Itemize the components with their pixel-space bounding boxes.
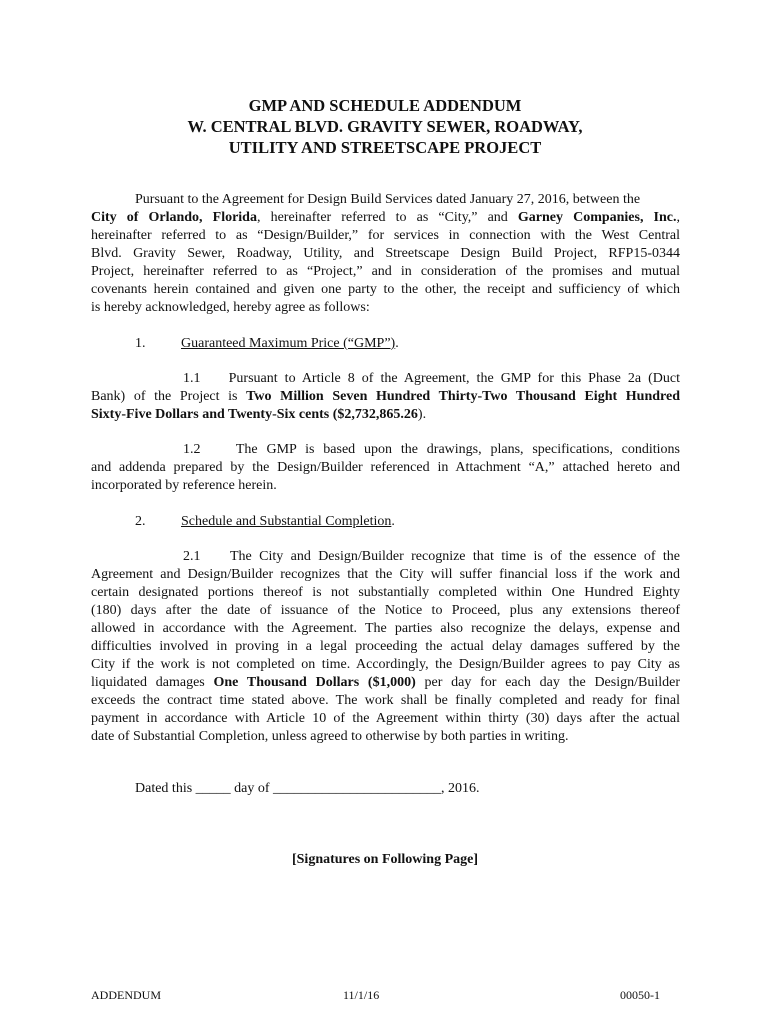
p1-2-line-1: 1.2 The GMP is based upon the drawings, plans, specifications, conditions — [183, 442, 680, 457]
p1-2-line-3: incorporated by reference herein. — [91, 478, 277, 493]
intro-line-3: hereinafter referred to as “Design/Builder,” for services in connection with the West Central — [91, 228, 680, 243]
section-2-number: 2. — [135, 514, 146, 529]
p2-1-line-10: payment in accordance with Article 10 of the Agreement within thirty (30) days after the actual — [91, 711, 680, 726]
section-2-title: Schedule and Substantial Completion — [181, 514, 392, 529]
p2-1-line-5: allowed in accordance with the Agreement. The parties also recognize the delays, expense and — [91, 621, 680, 636]
title-line-2: W. CENTRAL BLVD. GRAVITY SEWER, ROADWAY, — [187, 117, 583, 136]
title-line-3: UTILITY AND STREETSCAPE PROJECT — [228, 138, 542, 157]
footer-page-number: 00050-1 — [620, 988, 660, 1002]
intro-paragraph — [91, 191, 680, 317]
section-1-title: Guaranteed Maximum Price (“GMP”) — [181, 336, 396, 351]
p2-1-line-9: exceeds the contract time stated above. The work shall be finally completed and ready for final — [91, 693, 680, 708]
footer-left: ADDENDUM — [91, 988, 161, 1002]
intro-line-4: Blvd. Gravity Sewer, Roadway, Utility, and Streetscape Design Build Project, RFP15-0344 — [91, 246, 680, 261]
party-contractor-name: Garney Companies, Inc. — [517, 210, 677, 225]
p2-1-line-8: liquidated damages One Thousand Dollars ($1,000) per day for each day the Design/Builder — [91, 675, 680, 690]
p2-1-line-2: Agreement and Design/Builder recognizes that the City will suffer financial loss if the work and — [91, 567, 680, 582]
gmp-amount-figure: Sixty-Five Dollars and Twenty-Six cents ($2,732,865.26 — [91, 407, 418, 422]
p1-2-line-2: and addenda prepared by the Design/Builder referenced in Attachment “A,” attached hereto and — [91, 460, 680, 475]
p1-1-line-2: Bank) of the Project is Two Million Seven Hundred Thirty-Two Thousand Eight Hundred — [91, 389, 680, 404]
liquidated-damages-amount: One Thousand Dollars ($1,000) — [213, 675, 416, 690]
p1-1-line-1: 1.1 Pursuant to Article 8 of the Agreement, the GMP for this Phase 2a (Duct — [183, 371, 680, 386]
document-title — [0, 95, 770, 158]
p2-1-line-1: 2.1 The City and Design/Builder recognize that time is of the essence of the — [183, 549, 680, 564]
signatures-note: [Signatures on Following Page] — [291, 852, 479, 867]
paragraph-1-2 — [91, 441, 680, 495]
paragraph-1-1 — [91, 370, 680, 424]
section-1-heading: 1. Guaranteed Maximum Price (“GMP”). — [135, 336, 399, 351]
party-city-name: City of Orlando, Florida — [91, 210, 257, 225]
paragraph-2-1 — [91, 548, 680, 746]
gmp-amount-words: Two Million Seven Hundred Thirty-Two Thousand Eight Hundred — [246, 389, 680, 404]
section-1-number: 1. — [135, 336, 146, 351]
p1-1-line-3: Sixty-Five Dollars and Twenty-Six cents ($2,732,865.26). — [91, 407, 427, 422]
p2-1-line-4: (180) days after the date of issuance of the Notice to Proceed, plus any extensions thereof — [91, 603, 680, 618]
intro-line-2: City of Orlando, Florida, hereinafter referred to as “City,” and Garney Companies, Inc., — [91, 210, 681, 225]
p2-1-line-11: date of Substantial Completion, unless agreed to otherwise by both parties in writing. — [91, 729, 569, 744]
p2-1-line-6: difficulties involved in proving in a legal proceeding the actual delay damages suffered by the — [91, 639, 680, 654]
intro-line-5: Project, hereinafter referred to as “Project,” and in consideration of the promises and mutual — [91, 264, 680, 279]
intro-line-7: is hereby acknowledged, hereby agree as follows: — [91, 300, 370, 315]
dated-line: Dated this _____ day of ________________________, 2016. — [135, 781, 480, 796]
section-2-heading: 2. Schedule and Substantial Completion. — [135, 514, 395, 529]
title-line-1: GMP AND SCHEDULE ADDENDUM — [248, 96, 522, 115]
p2-1-line-7: City if the work is not completed on time. Accordingly, the Design/Builder agrees to pay City as — [91, 657, 680, 672]
intro-line-6: covenants herein contained and given one party to the other, the receipt and sufficiency of which — [91, 282, 680, 297]
intro-line-1: Pursuant to the Agreement for Design Build Services dated January 27, 2016, between the — [135, 192, 641, 207]
p2-1-line-3: certain designated portions thereof is not substantially completed within One Hundred Eighty — [91, 585, 680, 600]
footer-date: 11/1/16 — [343, 988, 380, 1002]
